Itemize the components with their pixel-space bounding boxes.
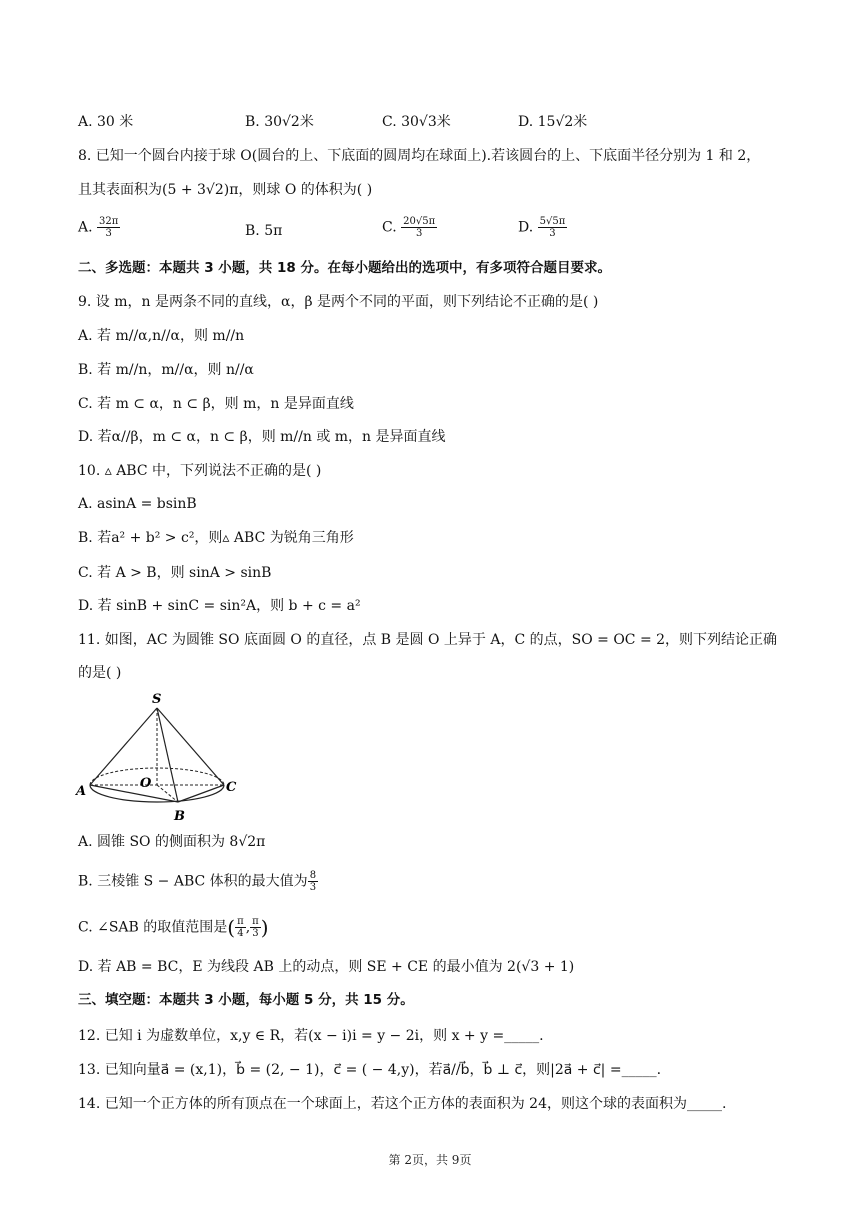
q11-c-fraction-2 [250,916,261,939]
q10-option-d: D. 若 sinB + sinC = sin²A，则 b + c = a² [78,598,361,614]
q11-option-b [78,870,318,893]
q11-option-c-text: C. ∠SAB 的取值范围是 [78,919,228,936]
q11-stem-line2: 的是( ) [78,665,122,681]
q11-stem-line1: 11. 如图，AC 为圆锥 SO 底面圆 O 的直径，点 B 是圆 O 上异于 A，C 的点，SO = OC = 2，则下列结论正确 [78,632,778,648]
q11-c-frac1-denominator: 4 [237,928,244,939]
q8-option-a-fraction [97,216,120,239]
q7-option-b: B. 30√2米 [245,114,314,130]
q9-option-c: C. 若 m ⊂ α，n ⊂ β，则 m，n 是异面直线 [78,396,354,412]
q8-option-c-label: C. [382,219,397,236]
q7-option-d: D. 15√2米 [518,114,588,130]
q11-option-d: D. 若 AB = BC，E 为线段 AB 上的动点，则 SE + CE 的最小值为 2(√3 + 1) [78,959,575,975]
q12: 12. 已知 i 为虚数单位，x,y ∈ R，若(x − i)i = y − 2i，则 x + y =_____. [78,1028,544,1044]
q14: 14. 已知一个正方体的所有顶点在一个球面上，若这个正方体的表面积为 24，则这个球的表面积为_____. [78,1096,727,1112]
q11-option-b-fraction [308,870,318,893]
page-footer: 第 2页，共 9页 [388,1153,472,1167]
q9-stem: 9. 设 m，n 是两条不同的直线，α，β 是两个不同的平面，则下列结论不正确的是( ) [78,294,599,310]
q9-option-a: A. 若 m//α,n//α，则 m//n [78,328,245,344]
q11-b-numerator: 8 [309,870,317,881]
q8-c-numerator: 20√5π [403,216,436,227]
label-s: S [152,692,162,707]
cone-edge-sb [157,708,178,802]
q13: 13. 已知向量a⃗ = (x,1)，b⃗ = (2, − 1)，c⃗ = ( − 4,y)，若a⃗//b⃗，b⃗ ⊥ c⃗，则|2a⃗ + c⃗| =_____. [78,1062,662,1078]
q11-b-denominator: 3 [309,882,317,893]
q11-c-frac2-denominator: 3 [252,928,259,939]
q8-d-numerator: 5√5π [539,216,566,227]
cone-edge-ab [90,785,178,802]
label-c: C [226,780,237,795]
q8-c-denominator: 3 [415,228,423,239]
q8-option-c-fraction [401,216,437,239]
q11-option-c: C. ∠SAB 的取值范围是( $\frac{\pi}{4}$ , $\frac{\pi}{3}$ ) [78,915,269,940]
q9-option-b: B. 若 m//n，m//α，则 n//α [78,362,254,378]
q8-option-a [78,216,120,239]
cone-figure [74,688,244,826]
q8-option-d [518,216,567,239]
q8-d-denominator: 3 [549,228,556,239]
q8-stem-line1: 8. 已知一个圆台内接于球 O(圆台的上、下底面的圆周均在球面上).若该圆台的上、下底面半径分别为 1 和 2， [78,148,761,164]
label-o: O [140,776,152,791]
q8-option-d-label: D. [518,219,534,236]
label-a: A [76,784,87,799]
q9-option-d: D. 若α//β，m ⊂ α，n ⊂ β，则 m//n 或 m，n 是异面直线 [78,429,446,445]
label-b: B [174,809,185,824]
q10-option-c: C. 若 A > B，则 sinA > sinB [78,565,272,581]
q11-option-a: A. 圆锥 SO 的侧面积为 8√2π [78,834,266,850]
q7-option-a: A. 30 米 [78,114,134,130]
cone-edge-bc [178,785,224,802]
q7-option-c: C. 30√3米 [382,114,451,130]
q11-c-frac1-numerator: π [237,916,244,927]
q10-option-b: B. 若a² + b² > c²，则▵ ABC 为锐角三角形 [78,530,354,546]
q8-option-b: B. 5π [245,223,283,239]
q10-stem: 10. ▵ ABC 中，下列说法不正确的是( ) [78,463,322,479]
q10-option-a: A. asinA = bsinB [78,496,197,512]
cone-base-front-arc [90,785,224,802]
q8-option-c [382,216,437,239]
q11-option-b-text: B. 三棱锥 S − ABC 体积的最大值为 [78,873,308,890]
q11-c-frac2-numerator: π [252,916,259,927]
section-3-heading: 三、填空题：本题共 3 小题，每小题 5 分，共 15 分。 [78,992,414,1008]
q8-option-a-label: A. [78,219,93,236]
q8-option-d-fraction [538,216,568,239]
q8-stem-line2: 且其表面积为(5 + 3√2)π，则球 O 的体积为( ) [78,182,373,198]
section-2-heading: 二、多选题：本题共 3 小题，共 18 分。在每小题给出的选项中，有多项符合题目要求。 [78,260,611,276]
q8-a-denominator: 3 [105,228,112,239]
q8-a-numerator: 32π [99,216,119,227]
cone-edge-sc [157,708,224,785]
cone-edge-sa [90,708,157,785]
q11-c-fraction-1 [235,916,246,939]
